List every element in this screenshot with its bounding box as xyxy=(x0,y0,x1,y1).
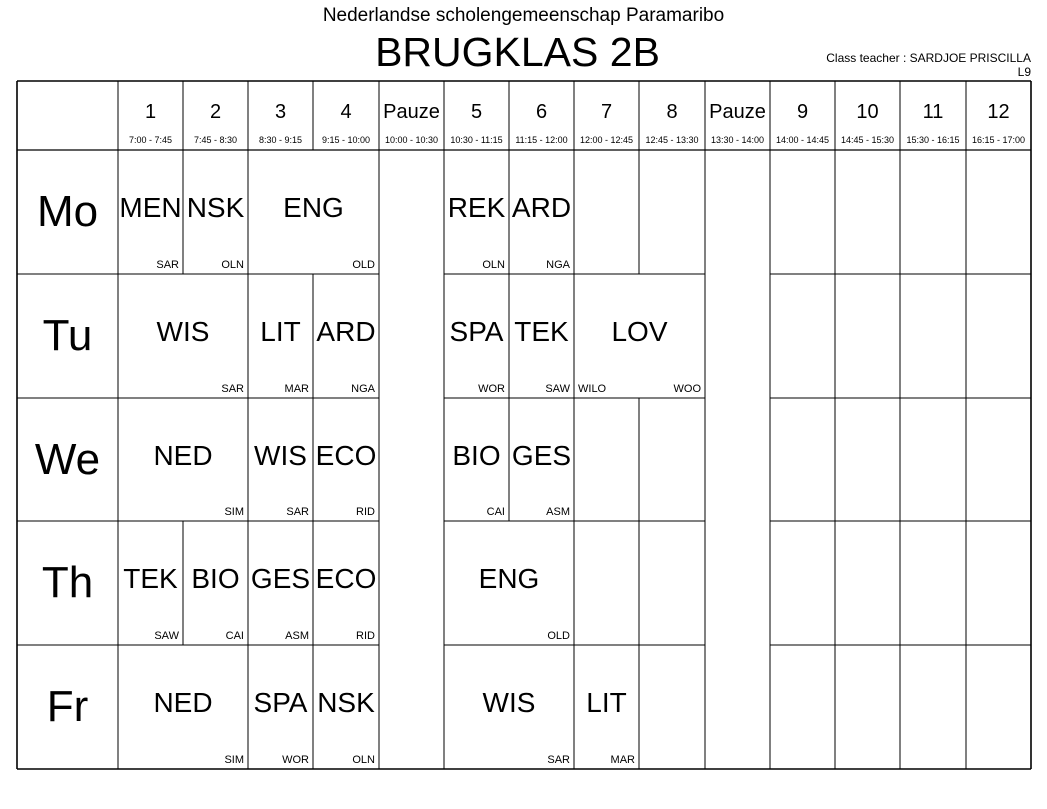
lesson-teacher: OLN xyxy=(482,259,505,271)
period-header xyxy=(444,81,509,150)
day-name: Fr xyxy=(46,682,89,731)
lesson-subject-part: AR xyxy=(316,316,356,347)
period-header xyxy=(379,81,444,150)
lesson-subject xyxy=(118,645,248,761)
lesson-cell xyxy=(183,150,248,274)
lesson-cell xyxy=(313,521,379,645)
lesson-subject xyxy=(118,274,248,390)
lesson-cell xyxy=(118,274,248,398)
lesson-teacher-secondary: WILO xyxy=(578,383,607,395)
school-name: Nederlandse scholengemeenschap Paramaribo xyxy=(322,5,725,26)
period-time: 10:00 - 10:30 xyxy=(384,135,439,145)
lesson-subject xyxy=(444,645,574,761)
period-number: Pauze xyxy=(383,101,440,123)
lesson-teacher: SAW xyxy=(154,630,179,642)
lesson-subject-part: SPA xyxy=(449,316,504,347)
lesson-subject-part: S xyxy=(552,440,572,471)
lesson-subject-part: AR xyxy=(511,192,551,223)
period-number: 4 xyxy=(340,101,352,123)
lesson-cell xyxy=(248,274,313,398)
period-header xyxy=(574,81,639,150)
day-header xyxy=(17,521,118,645)
lesson-teacher: CAI xyxy=(225,630,244,642)
lesson-subject-part: EC xyxy=(315,440,355,471)
lesson-subject-part: WIS xyxy=(482,687,536,718)
day-name: Tu xyxy=(42,311,93,360)
lesson-cell xyxy=(444,150,509,274)
lesson-subject-part: LOV xyxy=(611,316,668,347)
lesson-teacher: MAR xyxy=(610,754,635,766)
lesson-subject xyxy=(444,274,509,390)
period-header xyxy=(509,81,574,150)
period-time: 7:45 - 8:30 xyxy=(193,135,238,145)
lesson-subject-part: K xyxy=(486,192,506,223)
room-code: L9 xyxy=(1017,65,1031,79)
period-time: 7:00 - 7:45 xyxy=(128,135,173,145)
lesson-subject-part: EC xyxy=(315,563,355,594)
day-name: Th xyxy=(41,558,94,607)
period-time: 15:30 - 16:15 xyxy=(906,135,960,145)
day-header xyxy=(17,398,118,521)
lesson-cell xyxy=(444,645,574,769)
lesson-cell xyxy=(118,645,248,769)
lesson-cell xyxy=(444,274,509,398)
lesson-subject xyxy=(574,645,639,761)
period-header xyxy=(705,81,770,150)
lesson-cell xyxy=(509,274,574,398)
lesson-subject xyxy=(313,398,379,514)
lesson-subject-part: WIS xyxy=(156,316,210,347)
lesson-subject xyxy=(509,398,574,514)
lesson-subject-part: ENG xyxy=(478,563,540,594)
period-header xyxy=(966,81,1031,150)
lesson-subject-part: NED xyxy=(153,687,213,718)
lesson-subject-part: S xyxy=(291,563,311,594)
lesson-teacher: MAR xyxy=(284,383,309,395)
lesson-cell xyxy=(248,150,379,274)
period-number: 6 xyxy=(535,101,548,123)
period-header xyxy=(835,81,900,150)
lesson-subject xyxy=(118,150,183,266)
lesson-subject xyxy=(248,645,313,761)
lesson-teacher: SAW xyxy=(545,383,570,395)
lesson-subject-part: D xyxy=(550,192,572,223)
lesson-subject-part: NS xyxy=(317,687,357,718)
lesson-cell xyxy=(248,521,313,645)
period-header xyxy=(639,81,705,150)
period-header xyxy=(118,81,183,150)
lesson-subject xyxy=(248,150,379,266)
lesson-teacher: SIM xyxy=(224,754,244,766)
lesson-subject xyxy=(183,521,248,637)
lesson-cell xyxy=(248,645,313,769)
lesson-subject-part: TEK xyxy=(514,316,569,347)
lesson-subject-part: BIO xyxy=(452,440,501,471)
lesson-teacher: SAR xyxy=(156,259,179,271)
lesson-teacher: ASM xyxy=(546,506,570,518)
lesson-cell xyxy=(444,398,509,521)
period-number: 11 xyxy=(922,101,944,123)
lesson-subject-part: D xyxy=(355,316,376,347)
lesson-subject xyxy=(444,150,509,266)
period-time: 12:45 - 13:30 xyxy=(645,135,699,145)
period-number: 10 xyxy=(856,101,879,123)
period-number: 12 xyxy=(987,101,1010,123)
lesson-teacher: RID xyxy=(356,506,375,518)
period-header xyxy=(183,81,248,150)
day-name: We xyxy=(34,434,101,484)
lesson-subject xyxy=(313,645,379,761)
period-number: 3 xyxy=(274,101,287,123)
lesson-subject-part: O xyxy=(354,563,377,594)
lesson-subject-part: LIT xyxy=(586,687,627,718)
lesson-subject-part: K xyxy=(356,687,375,718)
lesson-teacher: OLD xyxy=(547,630,570,642)
lesson-teacher: NGA xyxy=(351,383,375,395)
lesson-cell xyxy=(118,398,248,521)
lesson-subject-part: GE xyxy=(511,440,553,471)
lesson-subject xyxy=(444,398,509,514)
period-number: 5 xyxy=(470,101,483,123)
lesson-cell xyxy=(118,150,183,274)
period-number: 1 xyxy=(144,101,157,123)
lesson-teacher: WOR xyxy=(282,754,309,766)
lesson-cell xyxy=(509,398,574,521)
class-title: BRUGKLAS 2B xyxy=(375,29,660,75)
lesson-teacher: SAR xyxy=(547,754,570,766)
day-name: Mo xyxy=(36,187,99,236)
period-header xyxy=(313,81,379,150)
period-number: 9 xyxy=(796,101,809,123)
period-time: 8:30 - 9:15 xyxy=(258,135,303,145)
lesson-cell xyxy=(574,274,705,398)
lesson-subject xyxy=(118,521,183,637)
lesson-teacher: SAR xyxy=(221,383,244,395)
lesson-cell xyxy=(118,521,183,645)
day-header xyxy=(17,150,118,274)
lesson-subject-part: O xyxy=(354,440,377,471)
lesson-teacher: ASM xyxy=(285,630,309,642)
lesson-subject xyxy=(313,274,379,390)
lesson-subject-part: GE xyxy=(250,563,292,594)
lesson-subject xyxy=(574,274,705,390)
lesson-teacher: SAR xyxy=(286,506,309,518)
lesson-cell xyxy=(248,398,313,521)
lesson-subject-part: NED xyxy=(153,440,213,471)
lesson-subject-part: ENG xyxy=(283,192,344,223)
lesson-teacher: OLD xyxy=(352,259,375,271)
lesson-subject xyxy=(313,521,379,637)
period-number: 8 xyxy=(666,101,678,123)
period-header xyxy=(770,81,835,150)
lesson-subject-part: BIO xyxy=(191,563,240,594)
lesson-subject xyxy=(509,150,574,266)
lesson-subject xyxy=(248,521,313,637)
lesson-subject-part: TEK xyxy=(123,563,178,594)
lesson-subject-part: SPA xyxy=(253,687,308,718)
lesson-subject xyxy=(248,274,313,390)
lesson-teacher: CAI xyxy=(486,506,505,518)
period-number: 7 xyxy=(600,101,613,123)
period-time: 14:00 - 14:45 xyxy=(775,135,830,145)
period-time: 11:15 - 12:00 xyxy=(515,135,568,145)
lesson-teacher: OLN xyxy=(352,754,375,766)
period-time: 9:15 - 10:00 xyxy=(321,135,371,145)
lesson-cell xyxy=(509,150,574,274)
lesson-cell xyxy=(313,274,379,398)
day-header xyxy=(17,274,118,398)
lesson-subject-part: RE xyxy=(447,192,487,223)
lesson-subject-part: K xyxy=(225,192,245,223)
lesson-cell xyxy=(444,521,574,645)
period-header xyxy=(900,81,966,150)
lesson-teacher: WOO xyxy=(673,383,701,395)
lesson-subject xyxy=(509,274,574,390)
lesson-subject-part: ME xyxy=(119,192,162,223)
lesson-subject xyxy=(183,150,248,266)
lesson-cell xyxy=(313,398,379,521)
lesson-teacher: WOR xyxy=(478,383,505,395)
lesson-teacher: NGA xyxy=(546,259,570,271)
lesson-subject-part: WIS xyxy=(254,440,307,471)
lesson-subject xyxy=(248,398,313,514)
period-time: 13:30 - 14:00 xyxy=(710,135,765,145)
period-header xyxy=(248,81,313,150)
lesson-cell xyxy=(183,521,248,645)
day-header xyxy=(17,645,118,769)
period-number: Pauze xyxy=(709,101,766,123)
period-time: 16:15 - 17:00 xyxy=(971,135,1026,145)
period-number: 2 xyxy=(209,101,222,123)
lesson-teacher: RID xyxy=(356,630,375,642)
lesson-teacher: SIM xyxy=(224,506,244,518)
lesson-subject-part: LIT xyxy=(260,316,301,347)
lesson-subject-part: NS xyxy=(186,192,226,223)
period-time: 10:30 - 11:15 xyxy=(450,135,503,145)
lesson-teacher: OLN xyxy=(221,259,244,271)
period-time: 12:00 - 12:45 xyxy=(579,135,634,145)
lesson-subject-part: N xyxy=(161,192,182,223)
class-teacher: Class teacher : SARDJOE PRISCILLA xyxy=(826,51,1031,65)
lesson-cell xyxy=(574,645,639,769)
lesson-subject xyxy=(444,521,574,637)
period-time: 14:45 - 15:30 xyxy=(840,135,895,145)
lesson-subject xyxy=(118,398,248,514)
lesson-cell xyxy=(313,645,379,769)
